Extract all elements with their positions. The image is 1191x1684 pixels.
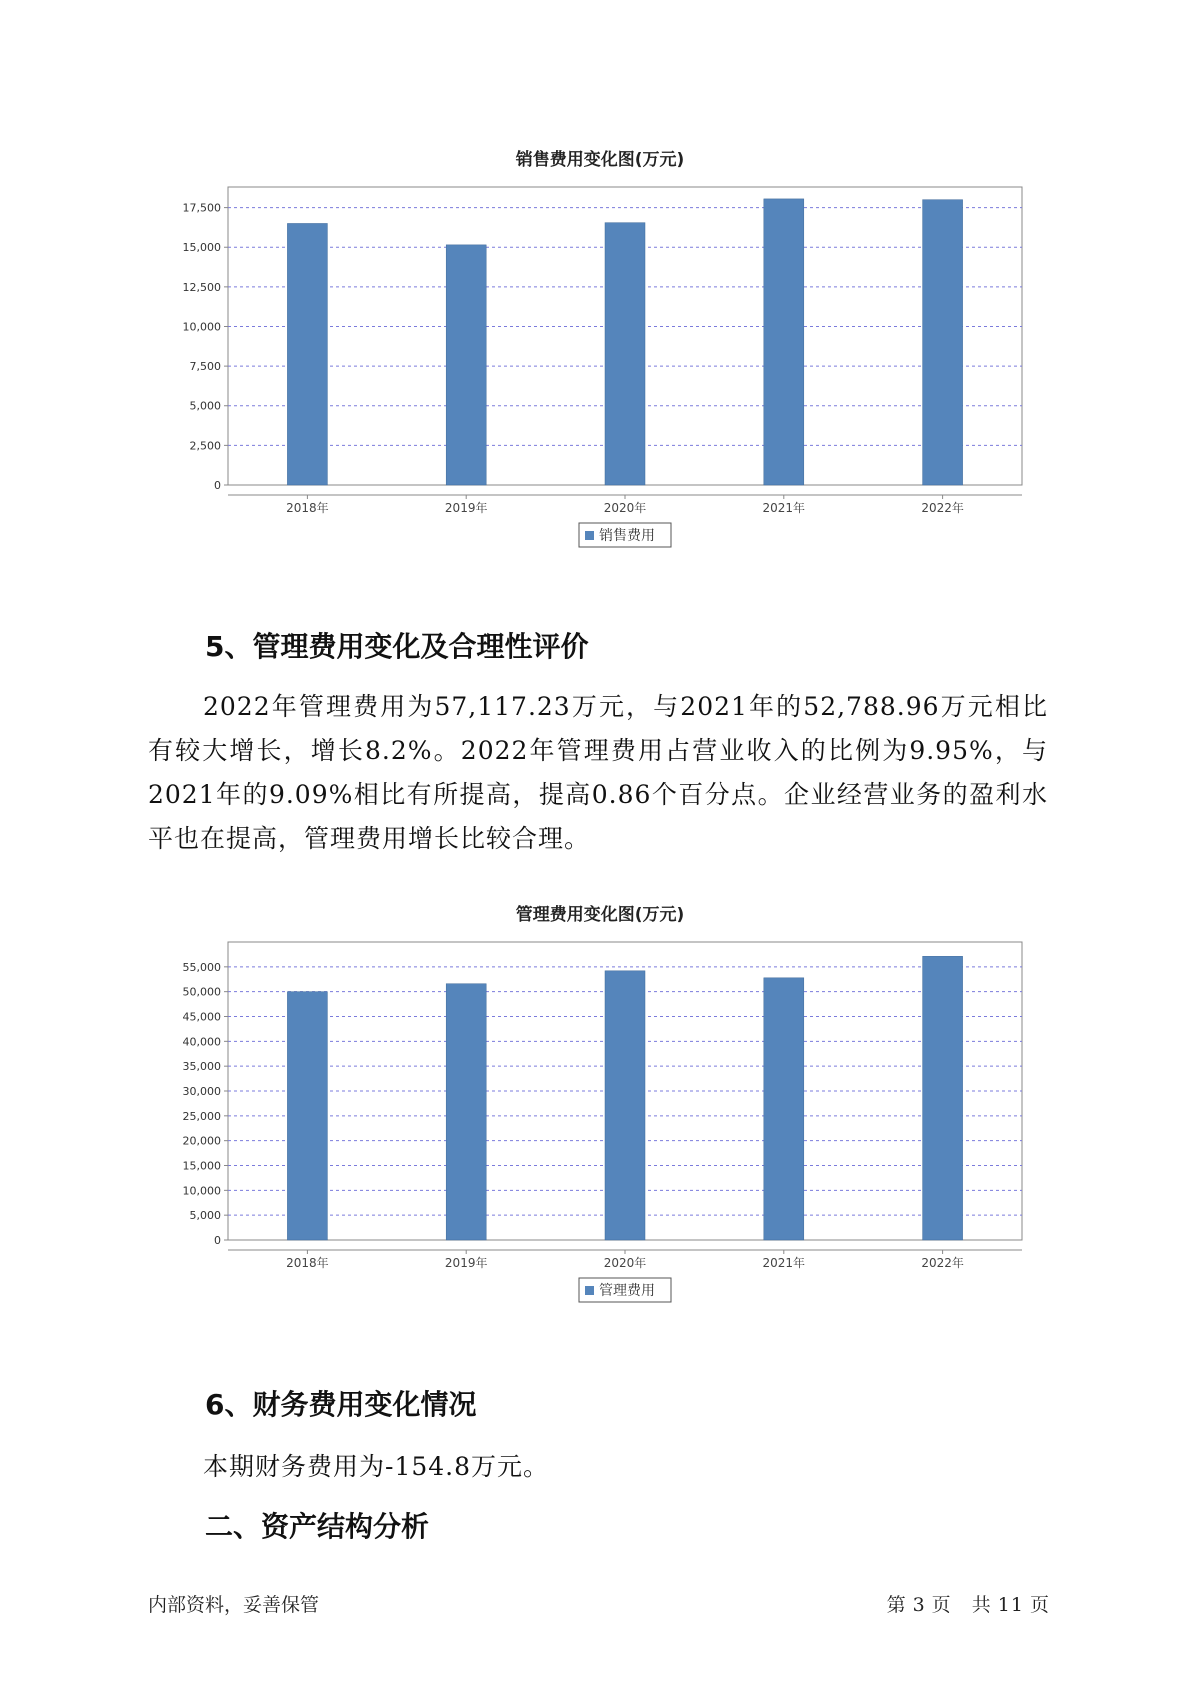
y-tick-label: 25,000	[182, 1109, 221, 1123]
y-tick-label: 2,500	[189, 439, 221, 453]
x-tick-label: 2018年	[286, 1256, 329, 1270]
page-current: 3	[912, 1594, 926, 1616]
page-prefix: 第	[886, 1594, 907, 1616]
y-tick-label: 35,000	[182, 1060, 221, 1074]
y-tick-label: 15,000	[182, 241, 221, 255]
y-tick-label: 40,000	[182, 1035, 221, 1049]
x-tick-label: 2019年	[444, 501, 488, 515]
y-tick-label: 0	[214, 1234, 221, 1247]
chart-title: 销售费用变化图(万元)	[515, 150, 685, 170]
y-tick-label: 12,500	[182, 280, 221, 294]
chart-title: 管理费用变化图(万元)	[515, 905, 685, 925]
y-tick-label: 5,000	[189, 399, 221, 413]
legend-label: 管理费用	[599, 1283, 655, 1299]
footer-confidential-note: 内部资料，妥善保管	[148, 1594, 320, 1616]
y-tick-label: 7,500	[189, 360, 221, 374]
y-tick-label: 15,000	[182, 1159, 221, 1173]
bar	[446, 984, 486, 1240]
section-5-paragraph	[148, 685, 1048, 861]
y-tick-label: 20,000	[182, 1134, 221, 1148]
y-tick-label: 45,000	[182, 1010, 221, 1024]
bar	[923, 956, 963, 1240]
y-tick-label: 30,000	[182, 1085, 221, 1098]
y-tick-label: 10,000	[182, 1184, 221, 1198]
bar	[287, 223, 327, 485]
x-tick-label: 2022年	[921, 501, 964, 515]
bar	[764, 978, 804, 1240]
page-total: 11	[997, 1594, 1024, 1616]
section-2-heading: 二、资产结构分析	[205, 1510, 430, 1543]
admin-expense-chart	[150, 890, 1050, 1360]
section-6-paragraph	[148, 1445, 1048, 1489]
y-tick-label: 0	[214, 479, 221, 492]
y-tick-label: 50,000	[182, 985, 221, 999]
page-unit: 页	[931, 1594, 952, 1616]
y-tick-label: 10,000	[182, 320, 221, 334]
footer-page-number	[884, 1590, 1053, 1617]
section-5-heading: 5、管理费用变化及合理性评价	[205, 630, 589, 663]
bar	[446, 245, 486, 485]
bar	[923, 200, 963, 485]
y-tick-label: 55,000	[182, 960, 221, 974]
section-6-heading: 6、财务费用变化情况	[205, 1388, 477, 1421]
x-tick-label: 2021年	[762, 501, 806, 515]
total-unit: 页	[1029, 1594, 1050, 1616]
y-tick-label: 17,500	[182, 201, 221, 215]
x-tick-label: 2018年	[286, 501, 329, 515]
x-tick-label: 2019年	[444, 1256, 488, 1270]
section-6-text: 本期财务费用为-154.8万元。	[203, 1452, 550, 1481]
x-tick-label: 2020年	[603, 501, 647, 515]
x-tick-label: 2022年	[921, 1256, 964, 1270]
y-tick-label: 5,000	[189, 1209, 221, 1223]
x-tick-label: 2021年	[762, 1256, 806, 1270]
legend-label: 销售费用	[599, 528, 655, 544]
bar	[287, 992, 327, 1240]
section-5-text: 2022年管理费用为57,117.23万元，与2021年的52,788.96万元相比有较大增长，增长8.2%。2022年管理费用占营业收入的比例为9.95%，与2021年的9.09%相比有所提高，提高0.86个百分点。企业经营业务的盈利水平也在提高，管理费用增长比较合理。	[148, 692, 1048, 853]
legend-swatch	[585, 1286, 594, 1295]
x-tick-label: 2020年	[603, 1256, 647, 1270]
sales-expense-chart	[150, 135, 1050, 605]
bar	[605, 971, 645, 1240]
sales-expense-chart-svg	[150, 135, 1050, 605]
legend-swatch	[585, 531, 594, 540]
admin-expense-chart-svg	[150, 890, 1050, 1360]
total-prefix: 共	[971, 1594, 992, 1616]
bar	[764, 199, 804, 485]
bar	[605, 223, 645, 485]
